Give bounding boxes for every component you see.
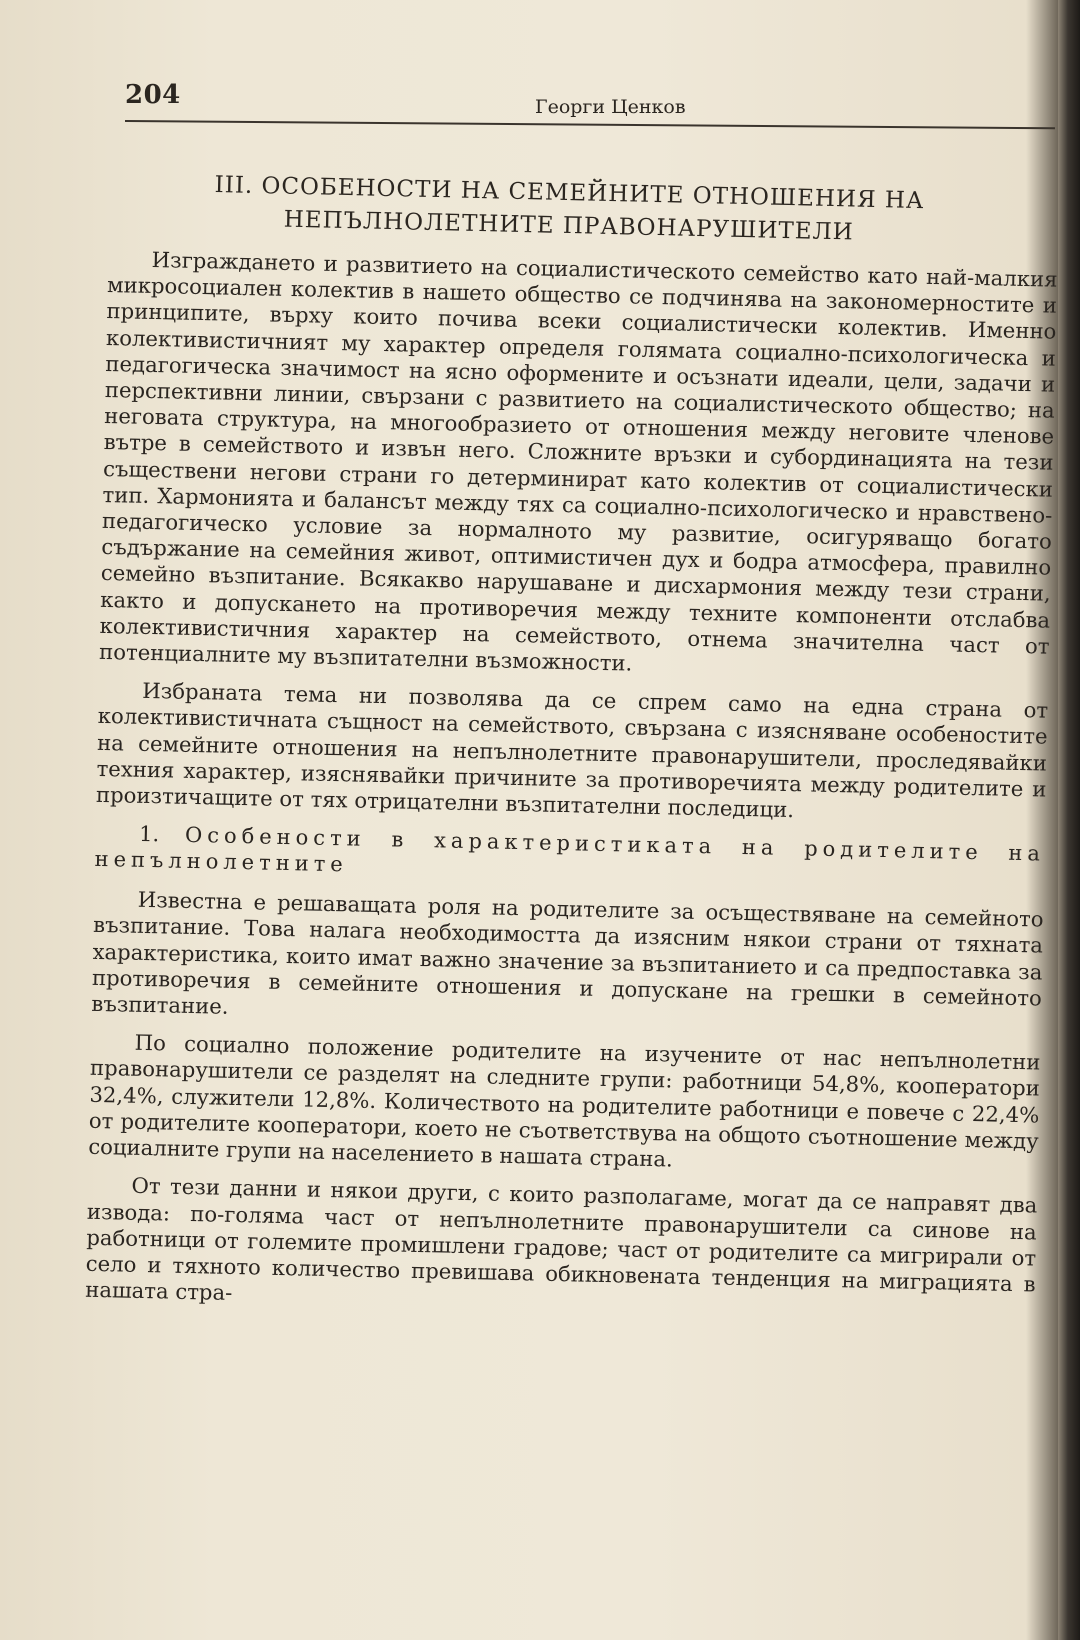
page-edge-shadow [1058,0,1080,1640]
paragraph-5: От тези данни и някои други, с които разполагаме, могат да се направят два извода: по-голяма част от непълнолетните правонарушители са синове на работници от големите промишлени градове; част от родителите са мигрирали от село и тяхното количество превишава обикновената тенденция на миграцията в нашата стра- [84,1173,1038,1306]
running-head: Георги Ценков [535,96,686,118]
paragraph-3: Известна е решаващата роля на родителите за осъществяване на семейното възпитание. Това налага необходимостта да изясним някои страни от тяхната характеристика, които имат важно значение за възпитанието и са предпоставка за противоречия в семейните отношения и допускане на грешки в семейното възпитание. [91,887,1044,1019]
subsection-heading [94,820,1045,893]
header-rule [125,120,1055,129]
page-number: 204 [125,80,181,110]
page-header [125,80,1060,124]
section-title [169,168,970,252]
paragraph-2: Избраната тема ни позволява да се спрем само на една страна от колективистичната същност на семейството, свързана с изясняване особеностите на семейните отношения на непълнолетните правонарушители, проследявайки техния характер, изяснявайки причините за противоречията между родителите и произтичащите от тях отрицателни възпитателни последици. [95,678,1049,823]
paragraph-4: По социално положение родителите на изучените от нас непълнолетни правонарушители се разделят на следните групи: работници 54,8%, кооператори 32,4%, служители 12,8%. Количеството на родителите работници е повече с 22,4% от родителите кооператори, което не съответствува на общото съотношение между социалните групи на населението в нашата страна. [88,1030,1041,1172]
section-title-line-1: III. ОСОБЕНОСТИ НА СЕМЕЙНИТЕ ОТНОШЕНИЯ НА [214,172,925,215]
subsection-number: 1. [138,822,160,847]
paragraph-1: Изграждането и развитието на социалистическото семейство като най-малкия микросоциален колектив в нашето общество се подчинява на закономерностите и принципите, върху които почива всеки социалистически колектив. Именно колективистичният му характер определя голямата социално-психологическа и педагогическа значимост на ясно оформените и осъзнати идеали, цели, задачи и перспективни линии, свързани с развитието на социалистическото общество; на неговата структура, на многообразието от отношения между неговите членове вътре в семейството и извън него. Сложните връзки и субординацията на тези съществени негови страни го детерминират като колектив от социалистически тип. Хармонията и балансът между тях са социално-психологическо и нравствено-педагогическо условие за нормалното му развитие, осигуряващо богато съдържание на семейния живот, оптимистичен дух и бодра атмосфера, правилно семейно възпитание. Всякакво нарушаване и дисхармония между тези страни, както и допускането на противоречия между техните компоненти отслабва колективистичния характер на семейството, отнема значителна част от потенциалните му възпитателни възможности. [98,246,1058,676]
section-title-line-2: НЕПЪЛНОЛЕТНИТЕ ПРАВОНАРУШИТЕЛИ [283,206,855,246]
subsection-title: Особености в характеристиката на родителите на непълнолетните [94,823,1046,877]
body-text [85,246,1058,1336]
